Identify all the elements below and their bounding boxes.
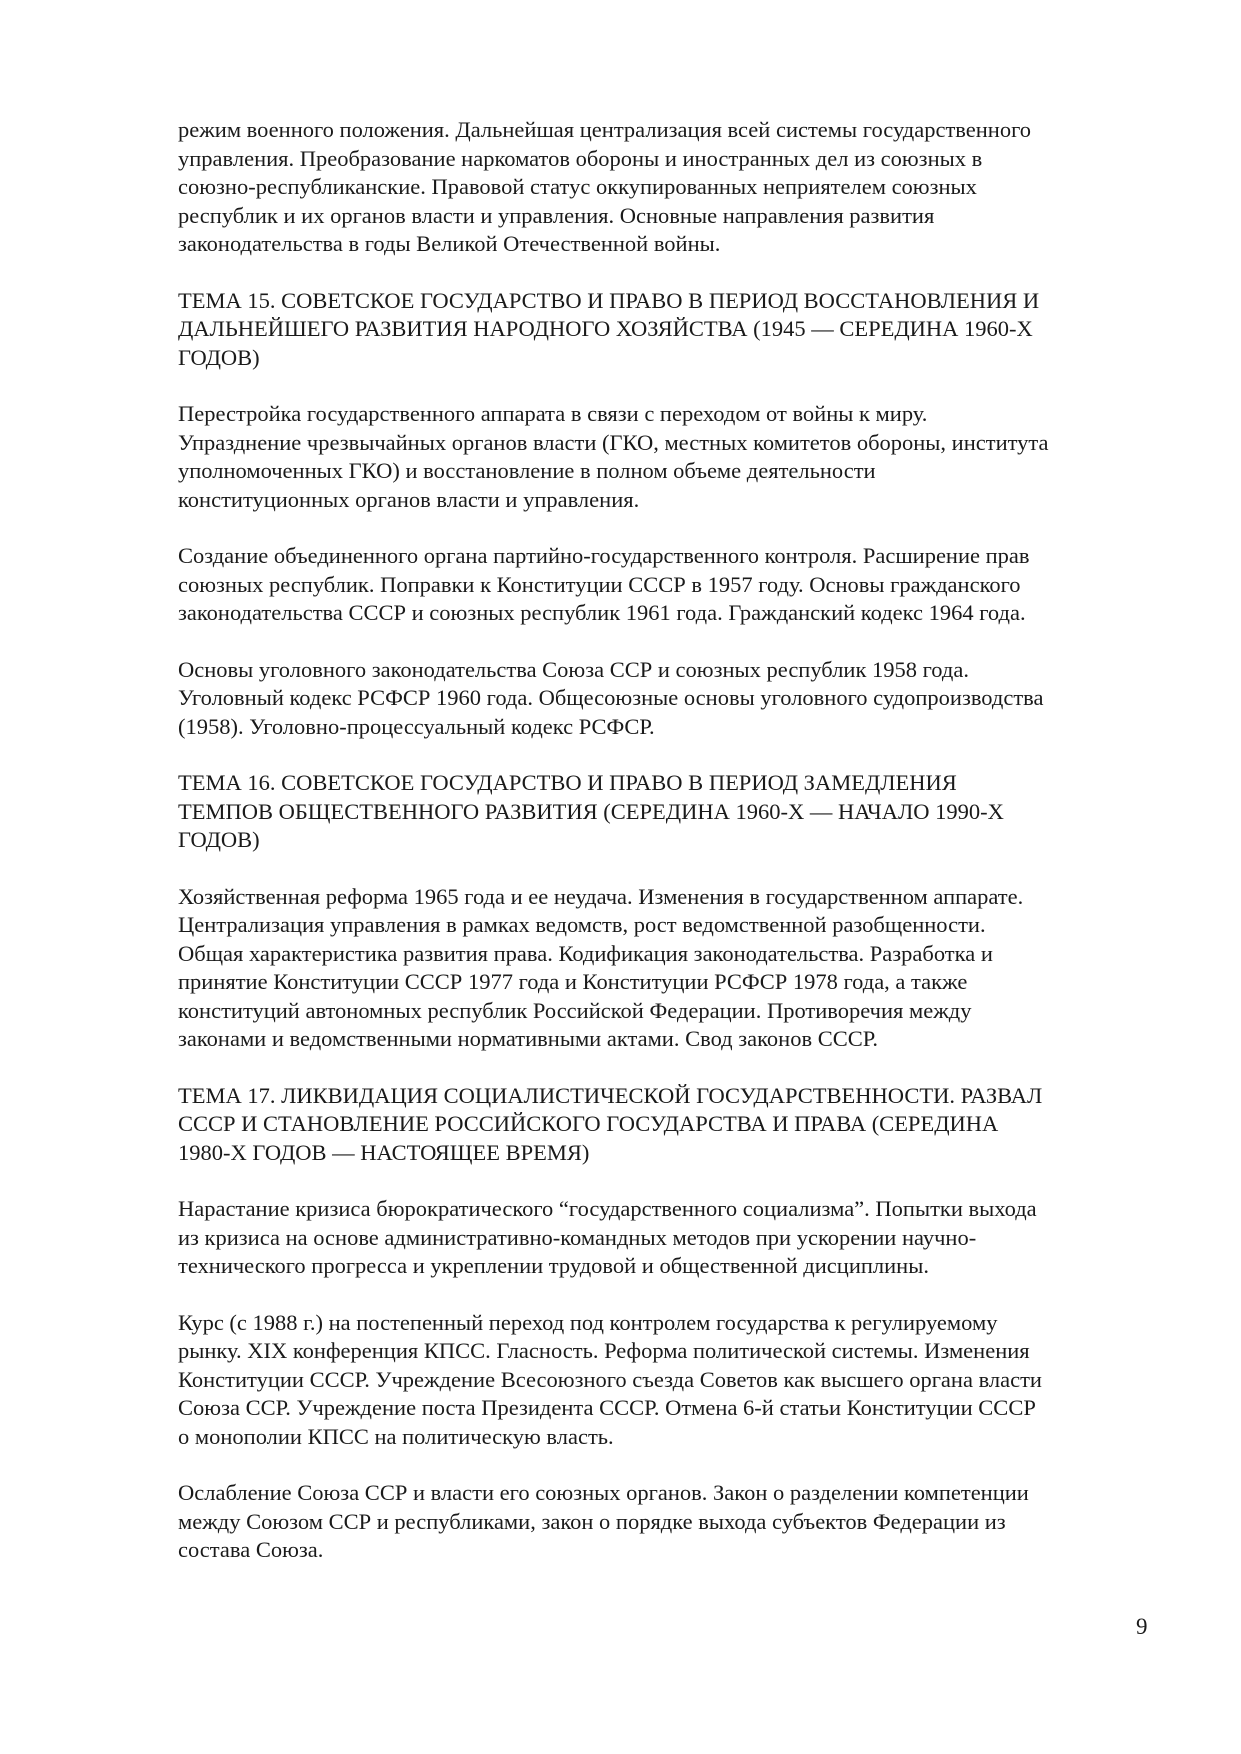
paragraph-weakening-union — [178, 1479, 1158, 1565]
text-line: Перестройка государственного аппарата в связи с переходом от войны к миру. — [178, 401, 928, 426]
spacer — [178, 372, 1158, 400]
spacer — [178, 855, 1158, 883]
heading-line: ГОДОВ) — [178, 344, 260, 370]
text-line: Конституции СССР. Учреждение Всесоюзного съезда Советов как высшего органа власти — [178, 1366, 1042, 1392]
spacer — [178, 1054, 1158, 1082]
text-line: управления. Преобразование наркоматов обороны и иностранных дел из союзных в — [178, 145, 983, 171]
document-page — [178, 116, 1158, 1565]
paragraph-course-1988 — [178, 1309, 1158, 1452]
paragraph-restructuring — [178, 400, 1158, 514]
spacer — [178, 1451, 1158, 1479]
text-line: Общая характеристика развития права. Кодификация законодательства. Разработка и — [178, 940, 993, 966]
text-line: (1958). Уголовно-процессуальный кодекс РСФСР. — [178, 713, 655, 739]
heading-line: 1980-Х ГОДОВ — НАСТОЯЩЕЕ ВРЕМЯ) — [178, 1139, 590, 1165]
text-line: законами и ведомственными нормативными актами. Свод законов СССР. — [178, 1026, 879, 1051]
spacer — [178, 259, 1158, 287]
heading-line: ТЕМА 17. ЛИКВИДАЦИЯ СОЦИАЛИСТИЧЕСКОЙ ГОСУДАРСТВЕННОСТИ. РАЗВАЛ — [178, 1082, 1043, 1108]
text-line: о монополии КПСС на политическую власть. — [178, 1423, 614, 1449]
text-line: законодательства СССР и союзных республик 1961 года. Гражданский кодекс 1964 года. — [178, 600, 1026, 625]
text-line: Союза ССР. Учреждение поста Президента СССР. Отмена 6-й статьи Конституции СССР — [178, 1395, 1036, 1420]
text-line: режим военного положения. Дальнейшая централизация всей системы государственного — [178, 117, 1032, 142]
spacer — [178, 628, 1158, 656]
heading-line: ГОДОВ) — [178, 827, 260, 852]
spacer — [178, 741, 1158, 769]
spacer — [178, 1167, 1158, 1195]
text-line: из кризиса на основе административно-командных методов при ускорении научно- — [178, 1224, 977, 1250]
section-heading-tema-15 — [178, 287, 1158, 373]
text-line: между Союзом ССР и республиками, закон о порядке выхода субъектов Федерации из — [178, 1508, 1006, 1534]
text-line: уполномоченных ГКО) и восстановление в полном объеме деятельности — [178, 458, 876, 483]
spacer — [178, 514, 1158, 542]
page-number: 9 — [1136, 1614, 1148, 1639]
text-line: Упразднение чрезвычайных органов власти (ГКО, местных комитетов обороны, института — [178, 429, 1049, 455]
text-line: Ослабление Союза ССР и власти его союзных органов. Закон о разделении компетенции — [178, 1480, 1029, 1505]
section-heading-tema-17 — [178, 1082, 1158, 1168]
text-line: рынку. XIX конференция КПСС. Гласность. Реформа политической системы. Изменения — [178, 1338, 1030, 1363]
paragraph-economic-reform — [178, 883, 1158, 1054]
paragraph-crisis — [178, 1195, 1158, 1281]
paragraph-criminal-law — [178, 656, 1158, 742]
heading-line: ДАЛЬНЕЙШЕГО РАЗВИТИЯ НАРОДНОГО ХОЗЯЙСТВА (1945 — СЕРЕДИНА 1960-Х — [178, 316, 1033, 341]
spacer — [178, 1281, 1158, 1309]
text-line: конституционных органов власти и управления. — [178, 486, 640, 512]
heading-line: СССР И СТАНОВЛЕНИЕ РОССИЙСКОГО ГОСУДАРСТВА И ПРАВА (СЕРЕДИНА — [178, 1111, 999, 1136]
text-line: Централизация управления в рамках ведомств, рост ведомственной разобщенности. — [178, 912, 986, 937]
heading-line: ТЕМА 15. СОВЕТСКОЕ ГОСУДАРСТВО И ПРАВО В ПЕРИОД ВОССТАНОВЛЕНИЯ И — [178, 287, 1040, 313]
paragraph-war-period-end — [178, 116, 1158, 259]
text-line: союзно-республиканские. Правовой статус оккупированных неприятелем союзных — [178, 174, 977, 199]
text-line: законодательства в годы Великой Отечественной войны. — [178, 231, 721, 256]
text-line: принятие Конституции СССР 1977 года и Конституции РСФСР 1978 года, а также — [178, 969, 968, 994]
text-line: Курс (с 1988 г.) на постепенный переход под контролем государства к регулируемому — [178, 1309, 998, 1335]
text-line: Уголовный кодекс РСФСР 1960 года. Общесоюзные основы уголовного судопроизводства — [178, 685, 1044, 710]
text-line: состава Союза. — [178, 1537, 324, 1562]
heading-line: ТЕМПОВ ОБЩЕСТВЕННОГО РАЗВИТИЯ (СЕРЕДИНА 1960-Х — НАЧАЛО 1990-Х — [178, 798, 1004, 824]
text-line: конституций автономных республик Российской Федерации. Противоречия между — [178, 997, 972, 1023]
text-line: Основы уголовного законодательства Союза ССР и союзных республик 1958 года. — [178, 656, 969, 682]
text-line: технического прогресса и укреплении трудовой и общественной дисциплины. — [178, 1253, 929, 1278]
text-line: республик и их органов власти и управления. Основные направления развития — [178, 202, 935, 228]
text-line: Создание объединенного органа партийно-государственного контроля. Расширение прав — [178, 543, 1030, 568]
text-line: союзных республик. Поправки к Конституции СССР в 1957 году. Основы гражданского — [178, 571, 1021, 597]
section-heading-tema-16 — [178, 769, 1158, 855]
text-line: Хозяйственная реформа 1965 года и ее неудача. Изменения в государственном аппарате. — [178, 883, 1024, 909]
paragraph-control-organ — [178, 542, 1158, 628]
heading-line: ТЕМА 16. СОВЕТСКОЕ ГОСУДАРСТВО И ПРАВО В ПЕРИОД ЗАМЕДЛЕНИЯ — [178, 770, 957, 795]
text-line: Нарастание кризиса бюрократического “государственного социализма”. Попытки выхода — [178, 1196, 1037, 1221]
